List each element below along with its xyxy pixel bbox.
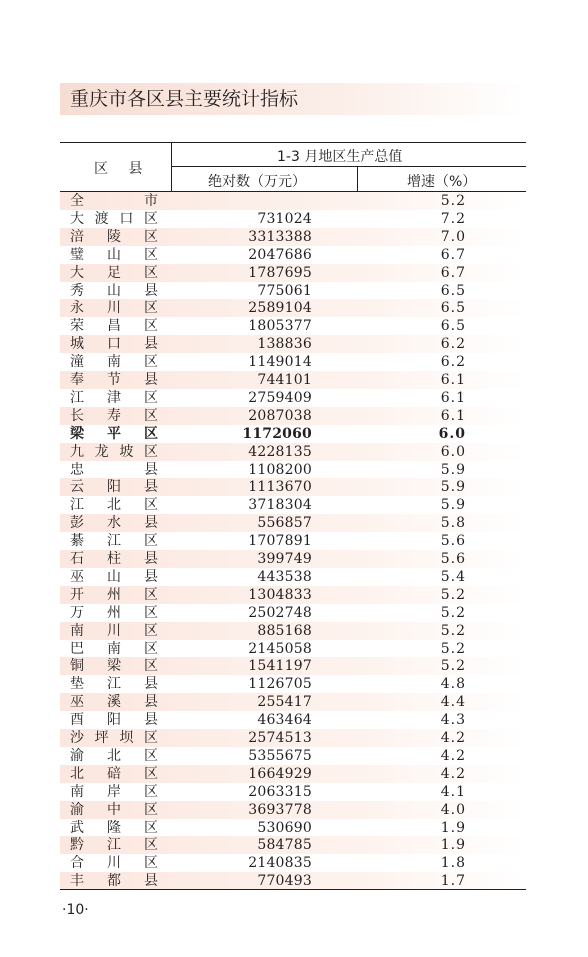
- table-row: [60, 836, 526, 854]
- gdp-absolute: 3718304: [248, 497, 312, 514]
- gdp-growth: 4.8: [440, 676, 466, 693]
- district-name: 开 州 区: [70, 586, 158, 603]
- gdp-growth: 1.9: [440, 819, 466, 836]
- gdp-absolute: 1113670: [248, 479, 312, 496]
- header-divider-district: [171, 142, 172, 191]
- header-mid-rule: [171, 166, 526, 167]
- district-name: 铜 梁 区: [70, 658, 158, 675]
- gdp-absolute: 1541197: [248, 658, 312, 675]
- table-row: [60, 783, 526, 801]
- district-name: 渝 北 区: [70, 747, 158, 764]
- gdp-absolute: 2759409: [248, 389, 312, 406]
- table-row: [60, 389, 526, 407]
- district-name: 巫 溪 县: [70, 694, 158, 711]
- district-name: 长 寿 区: [70, 407, 158, 424]
- district-name: 忠 县: [70, 461, 158, 478]
- district-name: 彭 水 县: [70, 515, 158, 532]
- table-row: [60, 264, 526, 282]
- district-name: 大 足 区: [70, 264, 158, 281]
- page-number: ·10·: [62, 902, 89, 918]
- gdp-growth: 6.7: [440, 246, 466, 263]
- table-row: [60, 819, 526, 837]
- gdp-growth: 5.4: [440, 568, 466, 585]
- table-row: [60, 299, 526, 317]
- table-row: [60, 568, 526, 586]
- district-name: 万 州 区: [70, 604, 158, 621]
- gdp-absolute: 1805377: [248, 318, 312, 335]
- gdp-growth: 5.2: [440, 193, 466, 209]
- gdp-growth: 6.5: [440, 282, 466, 299]
- gdp-absolute: 1304833: [248, 586, 312, 603]
- table-top-rule: [60, 142, 526, 143]
- district-name: 巴 南 区: [70, 640, 158, 657]
- gdp-absolute: 1664929: [248, 765, 312, 782]
- district-name: 石 柱 县: [70, 551, 158, 567]
- district-name: 潼 南 区: [70, 354, 158, 371]
- district-name: 江 北 区: [70, 497, 158, 514]
- gdp-absolute: 2047686: [248, 246, 312, 263]
- gdp-growth: 7.2: [440, 210, 466, 227]
- table-bottom-rule: [60, 889, 526, 890]
- gdp-growth: 6.1: [440, 389, 466, 406]
- header-district: 区 县: [94, 161, 151, 177]
- table-row: [60, 353, 526, 371]
- gdp-growth: 6.2: [440, 336, 466, 353]
- gdp-absolute: 2589104: [248, 300, 312, 317]
- gdp-absolute: 5355675: [248, 747, 312, 764]
- gdp-absolute: 556857: [257, 515, 312, 532]
- district-name: 云 阳 县: [70, 479, 158, 496]
- gdp-absolute: 3313388: [248, 228, 312, 245]
- gdp-absolute: 138836: [257, 336, 312, 353]
- gdp-growth: 7.0: [440, 228, 466, 245]
- table-row: [60, 532, 526, 550]
- gdp-growth: 5.6: [440, 533, 466, 550]
- gdp-absolute: 770493: [257, 873, 312, 890]
- district-name: 酉 阳 县: [70, 712, 158, 729]
- gdp-growth: 5.2: [440, 640, 466, 657]
- table-row: [60, 693, 526, 711]
- district-name: 沙 坪 坝 区: [70, 730, 158, 746]
- gdp-growth: 5.2: [440, 622, 466, 639]
- gdp-absolute: 775061: [257, 282, 312, 299]
- table-row: [60, 711, 526, 729]
- gdp-absolute: 744101: [257, 372, 312, 388]
- table-row: [60, 747, 526, 765]
- gdp-absolute: 4228135: [248, 443, 312, 460]
- gdp-growth: 1.7: [440, 873, 466, 890]
- table-row: [60, 550, 526, 568]
- district-name: 北 碚 区: [70, 765, 158, 782]
- gdp-absolute: 530690: [257, 819, 312, 836]
- district-name: 綦 江 区: [70, 533, 158, 550]
- header-growth: 增速（%）: [407, 174, 477, 190]
- gdp-growth: 5.2: [440, 604, 466, 621]
- district-name: 全 市: [70, 193, 158, 209]
- gdp-growth: 4.2: [440, 730, 466, 746]
- table-row: [60, 765, 526, 783]
- page-title: 重庆市各区县主要统计指标: [70, 88, 299, 110]
- table-row: [60, 854, 526, 872]
- table-row: [60, 622, 526, 640]
- gdp-absolute: 1149014: [248, 354, 312, 371]
- table-row: [60, 425, 526, 443]
- district-name: 荣 昌 区: [70, 318, 158, 335]
- gdp-growth: 4.2: [440, 747, 466, 764]
- header-gdp-group: 1-3 月地区生产总值: [277, 149, 403, 165]
- gdp-growth: 6.1: [440, 372, 466, 388]
- gdp-absolute: 2502748: [248, 604, 312, 621]
- district-name: 南 川 区: [70, 622, 158, 639]
- table-row: [60, 210, 526, 228]
- gdp-growth: 5.2: [440, 586, 466, 603]
- gdp-absolute: 1126705: [248, 676, 312, 693]
- gdp-absolute: 1172060: [242, 425, 312, 442]
- district-name: 奉 节 县: [70, 372, 158, 388]
- table-row: [60, 675, 526, 693]
- table-row: [60, 657, 526, 675]
- gdp-growth: 5.8: [440, 515, 466, 532]
- gdp-growth: 6.5: [440, 300, 466, 317]
- gdp-growth: 4.3: [440, 712, 466, 729]
- table-row: [60, 872, 526, 890]
- district-name: 黔 江 区: [70, 837, 158, 854]
- table-row: [60, 640, 526, 658]
- gdp-growth: 1.9: [440, 837, 466, 854]
- table-row: [60, 478, 526, 496]
- district-name: 江 津 区: [70, 389, 158, 406]
- district-name: 南 岸 区: [70, 783, 158, 800]
- gdp-growth: 1.8: [440, 855, 466, 872]
- district-name: 渝 中 区: [70, 801, 158, 818]
- district-name: 永 川 区: [70, 300, 158, 317]
- district-name: 丰 都 县: [70, 873, 158, 890]
- gdp-absolute: 1707891: [248, 533, 312, 550]
- header-absolute: 绝对数（万元）: [208, 174, 306, 190]
- district-name: 涪 陵 区: [70, 228, 158, 245]
- table-row: [60, 246, 526, 264]
- gdp-growth: 5.9: [440, 497, 466, 514]
- table-row: [60, 461, 526, 479]
- gdp-growth: 5.9: [440, 479, 466, 496]
- table-row: [60, 317, 526, 335]
- district-name: 垫 江 县: [70, 676, 158, 693]
- table-row: [60, 407, 526, 425]
- gdp-growth: 4.1: [440, 783, 466, 800]
- gdp-growth: 6.7: [440, 264, 466, 281]
- gdp-growth: 6.0: [438, 425, 466, 442]
- district-name: 巫 山 县: [70, 568, 158, 585]
- district-name: 大 渡 口 区: [70, 210, 158, 227]
- gdp-absolute: 731024: [257, 210, 312, 227]
- gdp-growth: 5.9: [440, 461, 466, 478]
- gdp-absolute: 255417: [257, 694, 312, 711]
- gdp-absolute: 2140835: [248, 855, 312, 872]
- district-name: 璧 山 区: [70, 246, 158, 263]
- gdp-growth: 6.1: [440, 407, 466, 424]
- gdp-growth: 6.5: [440, 318, 466, 335]
- table-row: [60, 514, 526, 532]
- table-row: [60, 371, 526, 389]
- district-name: 合 川 区: [70, 855, 158, 872]
- gdp-growth: 6.0: [440, 443, 466, 460]
- gdp-absolute: 463464: [257, 712, 312, 729]
- district-name: 秀 山 县: [70, 282, 158, 299]
- gdp-growth: 4.4: [440, 694, 466, 711]
- gdp-growth: 6.2: [440, 354, 466, 371]
- header-divider-growth: [357, 166, 358, 191]
- district-name: 武 隆 区: [70, 819, 158, 836]
- gdp-absolute: 2574513: [248, 730, 312, 746]
- gdp-absolute: 2087038: [248, 407, 312, 424]
- gdp-absolute: 2145058: [248, 640, 312, 657]
- gdp-absolute: 399749: [257, 551, 312, 567]
- gdp-absolute: 2063315: [248, 783, 312, 800]
- table-row: [60, 496, 526, 514]
- gdp-absolute: 443538: [257, 568, 312, 585]
- table-row: [60, 729, 526, 747]
- gdp-absolute: 1108200: [248, 461, 312, 478]
- table-row: [60, 192, 526, 210]
- gdp-growth: 5.2: [440, 658, 466, 675]
- table-row: [60, 443, 526, 461]
- table-row: [60, 604, 526, 622]
- gdp-growth: 5.6: [440, 551, 466, 567]
- table-row: [60, 282, 526, 300]
- gdp-absolute: 885168: [257, 622, 312, 639]
- gdp-absolute: 584785: [257, 837, 312, 854]
- table-row: [60, 228, 526, 246]
- table-row: [60, 335, 526, 353]
- gdp-growth: 4.2: [440, 765, 466, 782]
- gdp-absolute: 1787695: [248, 264, 312, 281]
- gdp-absolute: 3693778: [248, 801, 312, 818]
- district-name: 城 口 县: [70, 336, 158, 353]
- gdp-growth: 4.0: [440, 801, 466, 818]
- district-name: 梁 平 区: [70, 425, 158, 442]
- table-row: [60, 586, 526, 604]
- table-row: [60, 801, 526, 819]
- district-name: 九 龙 坡 区: [70, 443, 158, 460]
